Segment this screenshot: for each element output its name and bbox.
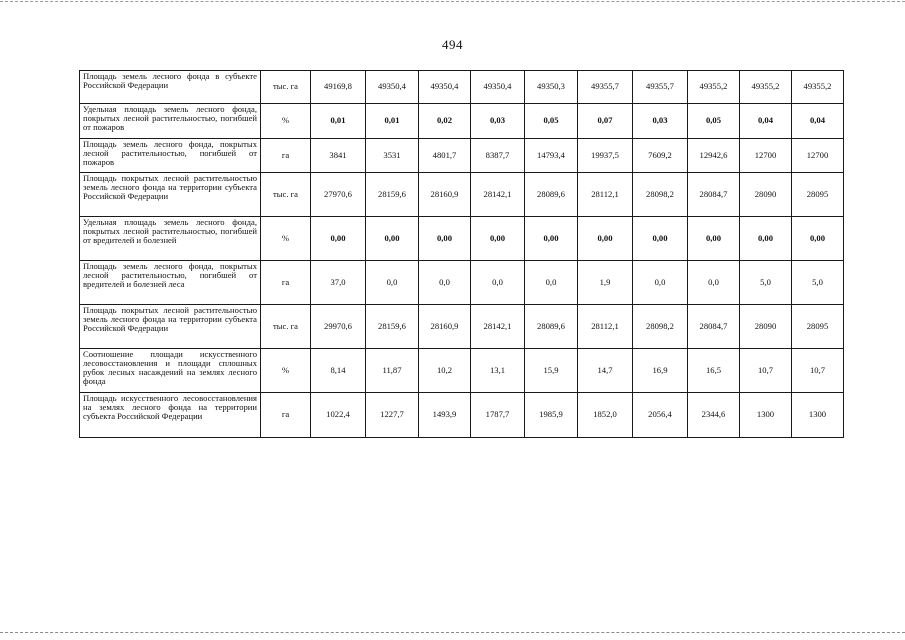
value-cell: 10,7 (740, 349, 792, 393)
value-cell: 49350,3 (525, 71, 578, 104)
unit-cell: га (261, 261, 311, 305)
value-cell: 2344,6 (688, 393, 740, 438)
value-cell: 1300 (792, 393, 844, 438)
value-cell: 7609,2 (633, 139, 688, 173)
table-row (80, 305, 844, 349)
indicator-label: Площадь покрытых лесной растительностью земель лесного фонда на территории субъекта Российской Федерации (80, 173, 261, 217)
page-number: 494 (442, 37, 463, 52)
value-cell: 28112,1 (578, 305, 633, 349)
bottom-scan-edge (0, 632, 905, 633)
unit-cell: тыс. га (261, 173, 311, 217)
value-cell: 28089,6 (525, 173, 578, 217)
value-cell: 0,0 (471, 261, 525, 305)
value-cell: 49350,4 (471, 71, 525, 104)
value-cell: 0,01 (366, 104, 419, 139)
table-row (80, 104, 844, 139)
value-cell: 0,0 (419, 261, 471, 305)
value-cell: 28095 (792, 173, 844, 217)
indicator-label: Площадь земель лесного фонда в субъекте Российской Федерации (80, 71, 261, 104)
value-cell: 0,0 (633, 261, 688, 305)
value-cell: 28160,9 (419, 305, 471, 349)
value-cell: 28090 (740, 173, 792, 217)
table-row (80, 139, 844, 173)
value-cell: 13,1 (471, 349, 525, 393)
table-body (80, 71, 844, 438)
table-row (80, 393, 844, 438)
value-cell: 1300 (740, 393, 792, 438)
value-cell: 12700 (740, 139, 792, 173)
value-cell: 11,87 (366, 349, 419, 393)
value-cell: 15,9 (525, 349, 578, 393)
value-cell: 14,7 (578, 349, 633, 393)
value-cell: 0,0 (525, 261, 578, 305)
table-row (80, 71, 844, 104)
value-cell: 19937,5 (578, 139, 633, 173)
value-cell: 49355,7 (578, 71, 633, 104)
indicator-label: Площадь искусственного лесовосстановления на землях лесного фонда на территории субъекта Российской Федерации (80, 393, 261, 438)
value-cell: 28160,9 (419, 173, 471, 217)
value-cell: 16,5 (688, 349, 740, 393)
value-cell: 0,03 (471, 104, 525, 139)
value-cell: 16,9 (633, 349, 688, 393)
value-cell: 0,00 (311, 217, 366, 261)
indicator-label: Соотношение площади искусственного лесовосстановления и площади сплошных рубок лесных насаждений на землях лесного фонда (80, 349, 261, 393)
value-cell: 49355,2 (740, 71, 792, 104)
value-cell: 3841 (311, 139, 366, 173)
value-cell: 0,05 (688, 104, 740, 139)
indicators-table (79, 70, 844, 438)
value-cell: 1493,9 (419, 393, 471, 438)
value-cell: 0,01 (311, 104, 366, 139)
value-cell: 0,04 (740, 104, 792, 139)
value-cell: 2056,4 (633, 393, 688, 438)
value-cell: 49355,7 (633, 71, 688, 104)
value-cell: 8,14 (311, 349, 366, 393)
value-cell: 0,0 (688, 261, 740, 305)
value-cell: 1022,4 (311, 393, 366, 438)
unit-cell: тыс. га (261, 305, 311, 349)
table-row (80, 217, 844, 261)
value-cell: 28159,6 (366, 305, 419, 349)
value-cell: 0,00 (633, 217, 688, 261)
value-cell: 14793,4 (525, 139, 578, 173)
value-cell: 10,7 (792, 349, 844, 393)
value-cell: 10,2 (419, 349, 471, 393)
value-cell: 49355,2 (688, 71, 740, 104)
value-cell: 0,0 (366, 261, 419, 305)
unit-cell: га (261, 393, 311, 438)
unit-cell: % (261, 104, 311, 139)
value-cell: 0,02 (419, 104, 471, 139)
value-cell: 0,00 (688, 217, 740, 261)
indicator-label: Удельная площадь земель лесного фонда, покрытых лесной растительностью, погибшей от вредителей и болезней (80, 217, 261, 261)
unit-cell: га (261, 139, 311, 173)
indicator-label: Площадь земель лесного фонда, покрытых лесной растительностью, погибшей от вредителей и болезней леса (80, 261, 261, 305)
value-cell: 0,00 (419, 217, 471, 261)
value-cell: 0,00 (578, 217, 633, 261)
value-cell: 29970,6 (311, 305, 366, 349)
value-cell: 1985,9 (525, 393, 578, 438)
value-cell: 1,9 (578, 261, 633, 305)
value-cell: 3531 (366, 139, 419, 173)
top-scan-edge (0, 1, 905, 2)
value-cell: 0,00 (740, 217, 792, 261)
indicator-label: Площадь земель лесного фонда, покрытых лесной растительностью, погибшей от пожаров (80, 139, 261, 173)
value-cell: 5,0 (740, 261, 792, 305)
value-cell: 1227,7 (366, 393, 419, 438)
value-cell: 49350,4 (366, 71, 419, 104)
value-cell: 0,00 (471, 217, 525, 261)
value-cell: 0,07 (578, 104, 633, 139)
table-row (80, 261, 844, 305)
value-cell: 28084,7 (688, 173, 740, 217)
value-cell: 28090 (740, 305, 792, 349)
value-cell: 1787,7 (471, 393, 525, 438)
value-cell: 28089,6 (525, 305, 578, 349)
value-cell: 0,03 (633, 104, 688, 139)
value-cell: 1852,0 (578, 393, 633, 438)
value-cell: 28142,1 (471, 173, 525, 217)
indicator-label: Площадь покрытых лесной растительностью земель лесного фонда на территории субъекта Российской Федерации (80, 305, 261, 349)
value-cell: 0,04 (792, 104, 844, 139)
value-cell: 28095 (792, 305, 844, 349)
value-cell: 28098,2 (633, 173, 688, 217)
value-cell: 37,0 (311, 261, 366, 305)
value-cell: 28112,1 (578, 173, 633, 217)
table-row (80, 173, 844, 217)
value-cell: 28098,2 (633, 305, 688, 349)
value-cell: 4801,7 (419, 139, 471, 173)
indicator-label: Удельная площадь земель лесного фонда, покрытых лесной растительностью, погибшей от пожаров (80, 104, 261, 139)
value-cell: 0,00 (792, 217, 844, 261)
value-cell: 12942,6 (688, 139, 740, 173)
value-cell: 27970,6 (311, 173, 366, 217)
value-cell: 0,00 (366, 217, 419, 261)
value-cell: 5,0 (792, 261, 844, 305)
value-cell: 0,00 (525, 217, 578, 261)
unit-cell: % (261, 217, 311, 261)
value-cell: 28159,6 (366, 173, 419, 217)
unit-cell: % (261, 349, 311, 393)
unit-cell: тыс. га (261, 71, 311, 104)
value-cell: 28142,1 (471, 305, 525, 349)
value-cell: 49350,4 (419, 71, 471, 104)
value-cell: 28084,7 (688, 305, 740, 349)
value-cell: 0,05 (525, 104, 578, 139)
table-row (80, 349, 844, 393)
value-cell: 12700 (792, 139, 844, 173)
value-cell: 49169,8 (311, 71, 366, 104)
value-cell: 8387,7 (471, 139, 525, 173)
value-cell: 49355,2 (792, 71, 844, 104)
